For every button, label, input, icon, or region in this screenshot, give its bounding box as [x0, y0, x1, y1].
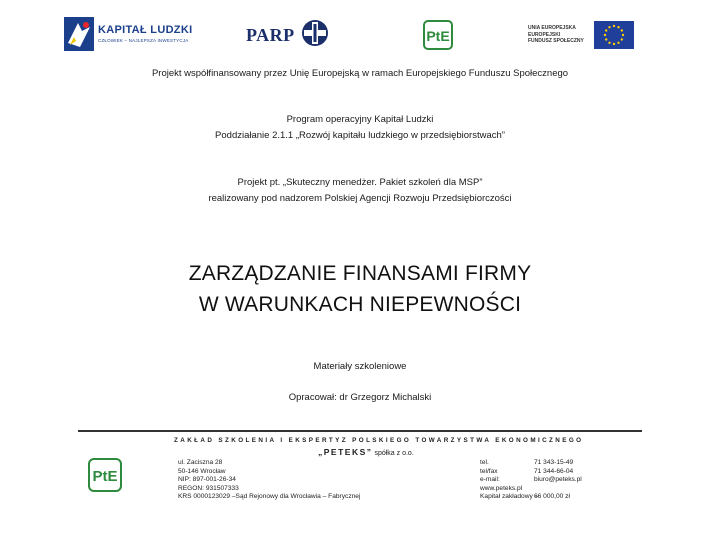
kapital-ludzki-title: KAPITAŁ LUDZKI [98, 23, 193, 36]
kapital-ludzki-emblem-icon [64, 17, 94, 51]
parp-logo [246, 18, 334, 52]
footer-fax: 71 344-66-04 [534, 467, 574, 475]
footer-company-name-main: „PETEKS” [318, 447, 373, 457]
parp-emblem-icon [301, 19, 329, 52]
footer-email-label: e-mail: [480, 476, 500, 484]
project-line-2: realizowany pod nadzorem Polskiej Agencji Rozwoju Przedsiębiorczości [208, 193, 512, 204]
footer-blank [534, 485, 582, 494]
materials-label: Materiały szkoleniowe [313, 361, 407, 372]
footer-contact-labels [480, 459, 538, 502]
cofinancing-note: Projekt współfinansowany przez Unię Europejską w ramach Europejskiego Funduszu Społecznego [151, 68, 569, 79]
footer-company-name [318, 447, 414, 457]
program-line-1: Program operacyjny Kapitał Ludzki [286, 114, 434, 125]
author-line: Opracował: dr Grzegorz Michalski [288, 392, 432, 403]
pte-logo-text: PtE [426, 28, 450, 44]
footer-email: biuro@peteks.pl [534, 476, 582, 484]
footer-fax-label: tel/fax [480, 467, 498, 475]
footer-street: ul. Zaciszna 28 [178, 459, 223, 466]
footer-contact-values [534, 459, 582, 502]
footer-www: www.peteks.pl [480, 484, 523, 492]
footer-capital-label: Kapitał zakładowy – [480, 493, 539, 501]
ue-line1: UNIA EUROPEJSKA [528, 25, 576, 32]
footer-regon: REGON: 931507333 [178, 484, 239, 492]
document-title-line-1: ZARZĄDZANIE FINANSAMI FIRMY [188, 262, 532, 285]
footer-pte-logo [88, 458, 122, 492]
project-line-1: Projekt pt. „Skuteczny menedżer. Pakiet szkoleń dla MSP” [237, 177, 483, 188]
ue-line3: FUNDUSZ SPOŁECZNY [528, 38, 584, 45]
footer-company-name-suffix: spółka z o.o. [372, 450, 414, 457]
eu-flag-icon [594, 21, 634, 49]
footer-pte-logo-text: PtE [92, 468, 118, 485]
footer-tel-label: tel. [480, 459, 489, 466]
footer-address-column [178, 459, 360, 502]
program-line-2: Poddziałanie 2.1.1 „Rozwój kapitału ludzkiego w przedsiębiorstwach” [215, 130, 505, 141]
footer-krs: KRS 0000123029 –Sąd Rejonowy dla Wrocławia – Fabrycznej [178, 493, 361, 501]
document-title-line-2: W WARUNKACH NIEPEWNOŚCI [198, 293, 522, 316]
pte-logo [423, 20, 453, 50]
footer-capital: 66 000,00 zł [534, 493, 570, 501]
kapital-ludzki-logo [64, 14, 200, 54]
footer-nip: NIP: 897-001-26-34 [178, 476, 236, 484]
footer-city: 50-146 Wrocław [178, 467, 226, 475]
footer-divider [78, 430, 642, 432]
footer-tel: 71 343-15-49 [534, 459, 574, 466]
parp-text: PARP [246, 24, 295, 45]
ue-line2: EUROPEJSKI [528, 31, 561, 38]
kapital-ludzki-subtitle: CZŁOWIEK – NAJLEPSZA INWESTYCJA [98, 37, 189, 43]
footer-company-header: ZAKŁAD SZKOLENIA I EKSPERTYZ POLSKIEGO TOWARZYSTWA EKONOMICZNEGO [174, 437, 584, 444]
ue-logo [528, 18, 638, 52]
